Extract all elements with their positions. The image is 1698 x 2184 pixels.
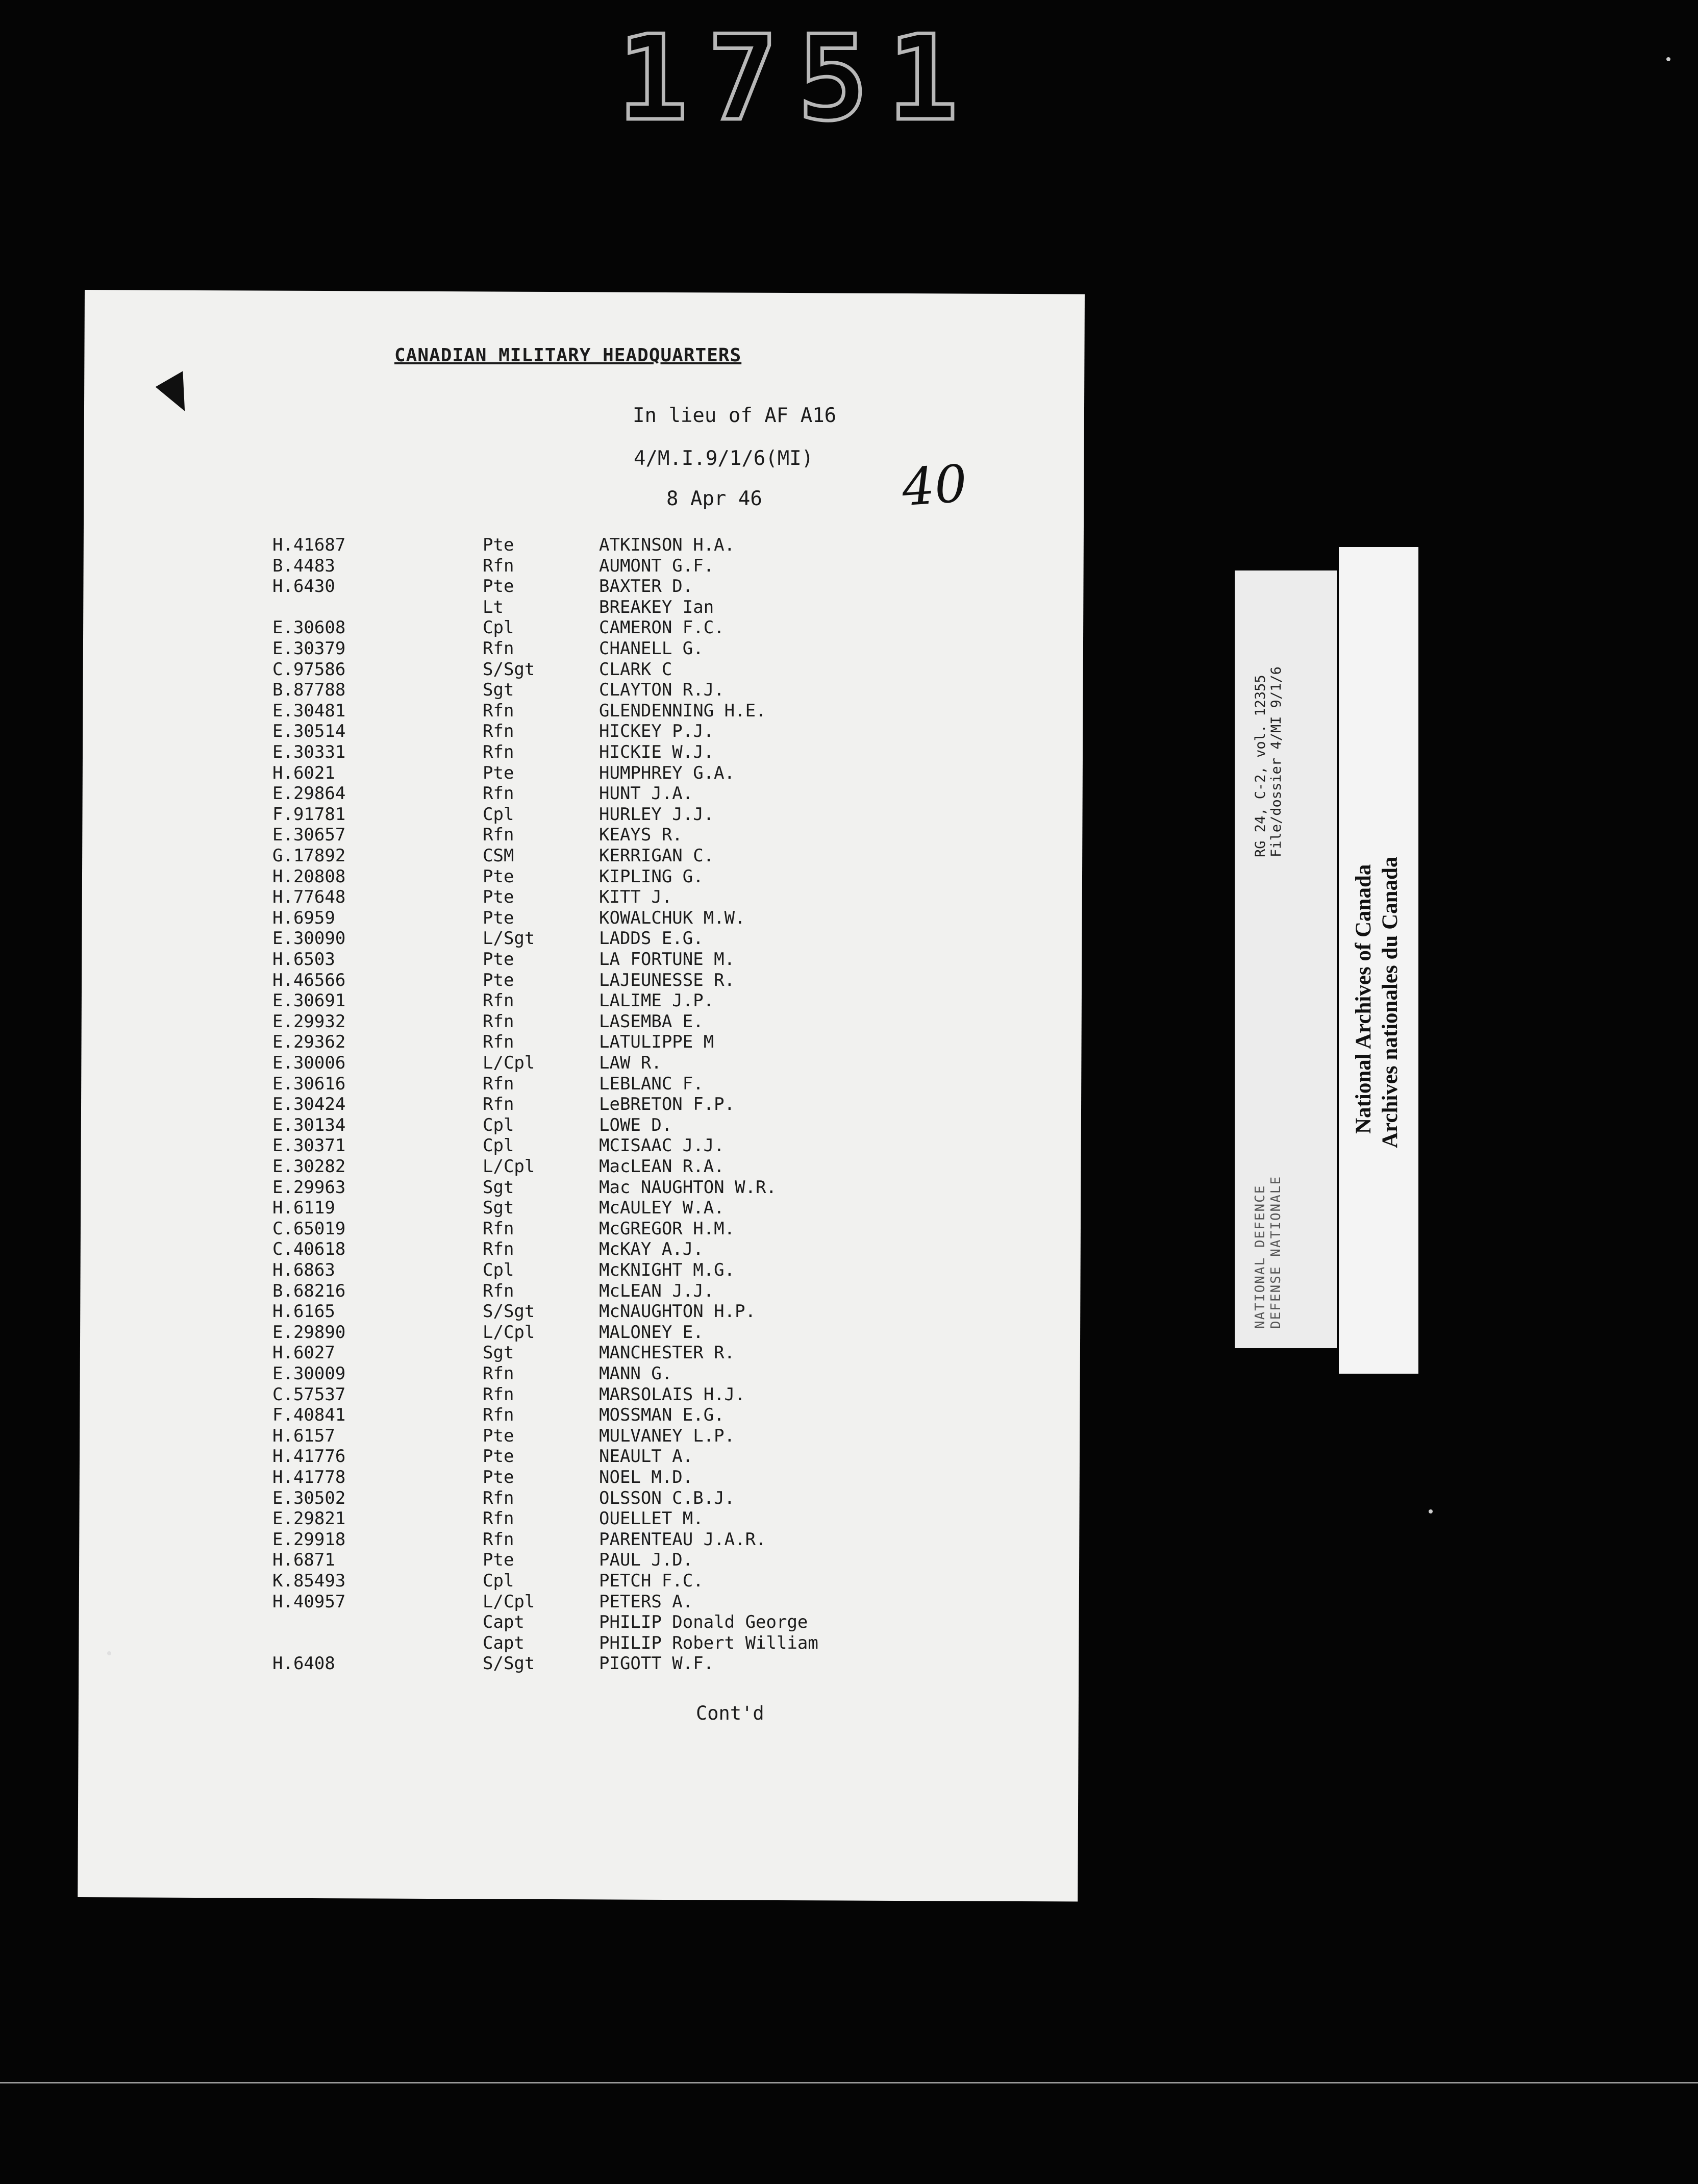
rank: Pte: [483, 907, 514, 928]
personnel-row: [272, 1633, 936, 1654]
rank: Rfn: [483, 1529, 514, 1550]
personnel-row: [272, 783, 936, 804]
personnel-row: [272, 1094, 936, 1115]
service-number: E.30090: [272, 928, 346, 949]
rank: Rfn: [483, 1011, 514, 1032]
rank: CSM: [483, 846, 514, 866]
personnel-row: [272, 1529, 936, 1550]
service-number: H.40957: [272, 1591, 346, 1612]
surname-initials: LAJEUNESSE R.: [599, 970, 735, 990]
rank: Rfn: [483, 990, 514, 1011]
surname-initials: McKNIGHT M.G.: [599, 1260, 735, 1280]
personnel-row: [272, 1260, 936, 1281]
rank: Rfn: [483, 1280, 514, 1301]
surname-initials: OLSSON C.B.J.: [599, 1487, 735, 1508]
rank: Rfn: [483, 742, 514, 762]
personnel-row: [272, 638, 936, 659]
rank: Rfn: [483, 1239, 514, 1260]
surname-initials: KOWALCHUK M.W.: [599, 907, 745, 928]
service-number: E.30006: [272, 1053, 346, 1073]
service-number: E.29890: [272, 1322, 346, 1343]
surname-initials: MacLEAN R.A.: [599, 1156, 725, 1177]
surname-initials: McNAUGHTON H.P.: [599, 1301, 756, 1322]
personnel-row: [272, 1281, 936, 1302]
surname-initials: MOSSMAN E.G.: [599, 1405, 725, 1426]
rank: Pte: [483, 970, 514, 990]
service-number: E.30616: [272, 1073, 346, 1094]
personnel-row: [272, 1135, 936, 1156]
personnel-row: [272, 1426, 936, 1447]
surname-initials: CAMERON F.C.: [599, 617, 725, 638]
personnel-row: [272, 1301, 936, 1322]
surname-initials: PETERS A.: [599, 1591, 693, 1612]
service-number: H.6430: [272, 576, 335, 597]
surname-initials: HURLEY J.J.: [599, 804, 714, 825]
archives-name-english: National Archives of Canada: [1352, 864, 1376, 1134]
surname-initials: McGREGOR H.M.: [599, 1218, 735, 1239]
service-number: H.6027: [272, 1343, 335, 1363]
archives-name-french: Archives nationales du Canada: [1378, 856, 1402, 1148]
rank: S/Sgt: [483, 659, 535, 680]
rank: Rfn: [483, 1384, 514, 1405]
service-number: C.65019: [272, 1218, 346, 1239]
service-number: H.6408: [272, 1653, 335, 1674]
surname-initials: McLEAN J.J.: [599, 1280, 714, 1301]
personnel-row: [272, 535, 936, 556]
personnel-row: [272, 1488, 936, 1509]
personnel-row: [272, 1053, 936, 1074]
surname-initials: McAULEY W.A.: [599, 1198, 725, 1219]
surname-initials: LEBLANC F.: [599, 1073, 704, 1094]
surname-initials: MALONEY E.: [599, 1322, 704, 1343]
surname-initials: HICKIE W.J.: [599, 742, 714, 762]
service-number: H.46566: [272, 970, 346, 990]
surname-initials: GLENDENNING H.E.: [599, 700, 766, 721]
service-number: E.30331: [272, 742, 346, 762]
rank: Cpl: [483, 1135, 514, 1156]
personnel-row: [272, 1363, 936, 1384]
film-speck: [107, 1651, 111, 1655]
personnel-row: [272, 597, 936, 618]
personnel-row: [272, 1156, 936, 1177]
service-number: E.30371: [272, 1135, 346, 1156]
handwritten-page-number: 40: [900, 453, 969, 518]
surname-initials: PHILIP Donald George: [599, 1612, 808, 1633]
rank: L/Sgt: [483, 928, 535, 949]
service-number: B.4483: [272, 555, 335, 576]
surname-initials: BAXTER D.: [599, 576, 693, 597]
rank: Rfn: [483, 783, 514, 804]
reference-file: 4/M.I.9/1/6(MI): [634, 447, 814, 470]
service-number: F.40841: [272, 1405, 346, 1426]
surname-initials: LAW R.: [599, 1053, 662, 1073]
personnel-row: [272, 1384, 936, 1405]
personnel-row: [272, 928, 936, 949]
service-number: E.30481: [272, 700, 346, 721]
surname-initials: MARSOLAIS H.J.: [599, 1384, 745, 1405]
film-speck: [1429, 1509, 1433, 1513]
personnel-row: [272, 1446, 936, 1467]
service-number: B.68216: [272, 1280, 346, 1301]
rank: L/Cpl: [483, 1591, 535, 1612]
service-number: F.91781: [272, 804, 346, 825]
surname-initials: CLAYTON R.J.: [599, 680, 725, 701]
surname-initials: BREAKEY Ian: [599, 597, 714, 617]
archive-reference-label: [1235, 570, 1337, 1348]
service-number: H.41776: [272, 1446, 346, 1467]
surname-initials: MANCHESTER R.: [599, 1343, 735, 1363]
service-number: E.30134: [272, 1114, 346, 1135]
personnel-row: [272, 1177, 936, 1198]
personnel-row: [272, 1405, 936, 1426]
service-number: E.29821: [272, 1508, 346, 1529]
rank: Rfn: [483, 825, 514, 846]
personnel-row: [272, 825, 936, 846]
personnel-row: [272, 617, 936, 638]
personnel-row: [272, 701, 936, 722]
surname-initials: HUNT J.A.: [599, 783, 693, 804]
personnel-row: [272, 887, 936, 908]
rank: Rfn: [483, 555, 514, 576]
surname-initials: McKAY A.J.: [599, 1239, 704, 1260]
service-number: E.30657: [272, 825, 346, 846]
personnel-row: [272, 1074, 936, 1095]
rank: Rfn: [483, 1032, 514, 1053]
personnel-row: [272, 1198, 936, 1219]
service-number: E.30424: [272, 1094, 346, 1115]
surname-initials: CHANELL G.: [599, 638, 704, 659]
personnel-row: [272, 576, 936, 597]
rank: Pte: [483, 762, 514, 783]
personnel-row: [272, 908, 936, 929]
rank: Pte: [483, 887, 514, 908]
rank: Cpl: [483, 1114, 514, 1135]
archive-reference-line-1: RG 24, C-2, vol. 12355: [1253, 675, 1268, 857]
surname-initials: CLARK C: [599, 659, 672, 680]
rank: Rfn: [483, 638, 514, 659]
personnel-row: [272, 680, 936, 701]
personnel-row: [272, 1011, 936, 1032]
service-number: C.40618: [272, 1239, 346, 1260]
service-number: E.30502: [272, 1487, 346, 1508]
surname-initials: LATULIPPE M: [599, 1032, 714, 1053]
frame-number: 1751: [617, 11, 978, 147]
continued-note: Cont'd: [696, 1702, 764, 1724]
service-number: E.29963: [272, 1177, 346, 1198]
rank: Sgt: [483, 680, 514, 701]
surname-initials: LASEMBA E.: [599, 1011, 704, 1032]
service-number: H.6119: [272, 1198, 335, 1219]
surname-initials: PIGOTT W.F.: [599, 1653, 714, 1674]
rank: Pte: [483, 576, 514, 597]
surname-initials: HUMPHREY G.A.: [599, 762, 735, 783]
document-heading: CANADIAN MILITARY HEADQUARTERS: [394, 345, 742, 366]
rank: Pte: [483, 535, 514, 555]
document-date: 8 Apr 46: [666, 487, 762, 510]
surname-initials: LOWE D.: [599, 1114, 672, 1135]
rank: Lt: [483, 597, 504, 617]
rank: L/Cpl: [483, 1053, 535, 1073]
personnel-row: [272, 1322, 936, 1343]
rank: L/Cpl: [483, 1156, 535, 1177]
rank: Rfn: [483, 1073, 514, 1094]
rank: Pte: [483, 1425, 514, 1446]
service-number: E.30691: [272, 990, 346, 1011]
personnel-row: [272, 1219, 936, 1239]
rank: Pte: [483, 1467, 514, 1487]
service-number: H.6021: [272, 762, 335, 783]
personnel-row: [272, 1571, 936, 1592]
rank: Cpl: [483, 617, 514, 638]
rank: Cpl: [483, 804, 514, 825]
rank: L/Cpl: [483, 1322, 535, 1343]
service-number: H.6165: [272, 1301, 335, 1322]
surname-initials: PARENTEAU J.A.R.: [599, 1529, 766, 1550]
personnel-row: [272, 721, 936, 742]
service-number: E.30514: [272, 721, 346, 742]
service-number: H.6863: [272, 1260, 335, 1280]
personnel-row: [272, 1550, 936, 1571]
surname-initials: MULVANEY L.P.: [599, 1425, 735, 1446]
surname-initials: ATKINSON H.A.: [599, 535, 735, 555]
surname-initials: KERRIGAN C.: [599, 846, 714, 866]
department-english: NATIONAL DEFENCE: [1253, 1184, 1268, 1329]
personnel-row: [272, 1032, 936, 1053]
surname-initials: PHILIP Robert William: [599, 1632, 818, 1653]
personnel-row: [272, 846, 936, 866]
personnel-row: [272, 1467, 936, 1488]
rank: Cpl: [483, 1260, 514, 1280]
reference-form: In lieu of AF A16: [633, 404, 837, 427]
personnel-row: [272, 742, 936, 763]
rank: Rfn: [483, 721, 514, 742]
personnel-row: [272, 1343, 936, 1363]
rank: Rfn: [483, 1094, 514, 1115]
rank: Rfn: [483, 1508, 514, 1529]
personnel-row: [272, 1508, 936, 1529]
surname-initials: MCISAAC J.J.: [599, 1135, 725, 1156]
service-number: E.29864: [272, 783, 346, 804]
service-number: B.87788: [272, 680, 346, 701]
rank: S/Sgt: [483, 1301, 535, 1322]
personnel-row: [272, 1612, 936, 1633]
service-number: H.6871: [272, 1550, 335, 1571]
surname-initials: PAUL J.D.: [599, 1550, 693, 1571]
rank: Pte: [483, 949, 514, 970]
rank: Pte: [483, 866, 514, 887]
service-number: E.29362: [272, 1032, 346, 1053]
service-number: C.57537: [272, 1384, 346, 1405]
department-french: DEFENSE NATIONALE: [1268, 1175, 1284, 1329]
service-number: H.6959: [272, 907, 335, 928]
personnel-row: [272, 804, 936, 825]
personnel-row: [272, 1115, 936, 1136]
personnel-row: [272, 990, 936, 1011]
service-number: E.29932: [272, 1011, 346, 1032]
service-number: H.20808: [272, 866, 346, 887]
personnel-row: [272, 1653, 936, 1674]
service-number: H.6503: [272, 949, 335, 970]
surname-initials: KEAYS R.: [599, 825, 683, 846]
service-number: H.41778: [272, 1467, 346, 1487]
rank: Capt: [483, 1632, 525, 1653]
service-number: H.6157: [272, 1425, 335, 1446]
surname-initials: KIPLING G.: [599, 866, 704, 887]
personnel-row: [272, 659, 936, 680]
archive-reference-line-2: File/dossier 4/MI 9/1/6: [1268, 666, 1284, 857]
service-number: H.77648: [272, 887, 346, 908]
film-edge-line: [0, 2082, 1698, 2083]
rank: Rfn: [483, 1487, 514, 1508]
rank: Cpl: [483, 1571, 514, 1591]
service-number: E.29918: [272, 1529, 346, 1550]
surname-initials: Mac NAUGHTON W.R.: [599, 1177, 777, 1198]
surname-initials: NEAULT A.: [599, 1446, 693, 1467]
surname-initials: OUELLET M.: [599, 1508, 704, 1529]
surname-initials: NOEL M.D.: [599, 1467, 693, 1487]
rank: Sgt: [483, 1177, 514, 1198]
rank: Sgt: [483, 1343, 514, 1363]
surname-initials: LA FORTUNE M.: [599, 949, 735, 970]
service-number: E.30379: [272, 638, 346, 659]
surname-initials: HICKEY P.J.: [599, 721, 714, 742]
service-number: H.41687: [272, 535, 346, 555]
surname-initials: LADDS E.G.: [599, 928, 704, 949]
service-number: E.30282: [272, 1156, 346, 1177]
personnel-row: [272, 866, 936, 887]
personnel-row: [272, 1592, 936, 1612]
service-number: G.17892: [272, 846, 346, 866]
personnel-list: [272, 535, 987, 1674]
rank: Rfn: [483, 1405, 514, 1426]
surname-initials: MANN G.: [599, 1363, 672, 1384]
rank: S/Sgt: [483, 1653, 535, 1674]
rank: Pte: [483, 1550, 514, 1571]
rank: Rfn: [483, 700, 514, 721]
rank: Pte: [483, 1446, 514, 1467]
rank: Rfn: [483, 1363, 514, 1384]
surname-initials: KITT J.: [599, 887, 672, 908]
rank: Rfn: [483, 1218, 514, 1239]
service-number: E.30608: [272, 617, 346, 638]
personnel-row: [272, 949, 936, 970]
personnel-row: [272, 1239, 936, 1260]
rank: Capt: [483, 1612, 525, 1633]
surname-initials: LeBRETON F.P.: [599, 1094, 735, 1115]
service-number: E.30009: [272, 1363, 346, 1384]
surname-initials: AUMONT G.F.: [599, 555, 714, 576]
service-number: C.97586: [272, 659, 346, 680]
surname-initials: PETCH F.C.: [599, 1571, 704, 1591]
personnel-row: [272, 556, 936, 577]
personnel-row: [272, 970, 936, 991]
personnel-row: [272, 763, 936, 784]
rank: Sgt: [483, 1198, 514, 1219]
service-number: K.85493: [272, 1571, 346, 1591]
film-speck: [1666, 57, 1670, 61]
surname-initials: LALIME J.P.: [599, 990, 714, 1011]
